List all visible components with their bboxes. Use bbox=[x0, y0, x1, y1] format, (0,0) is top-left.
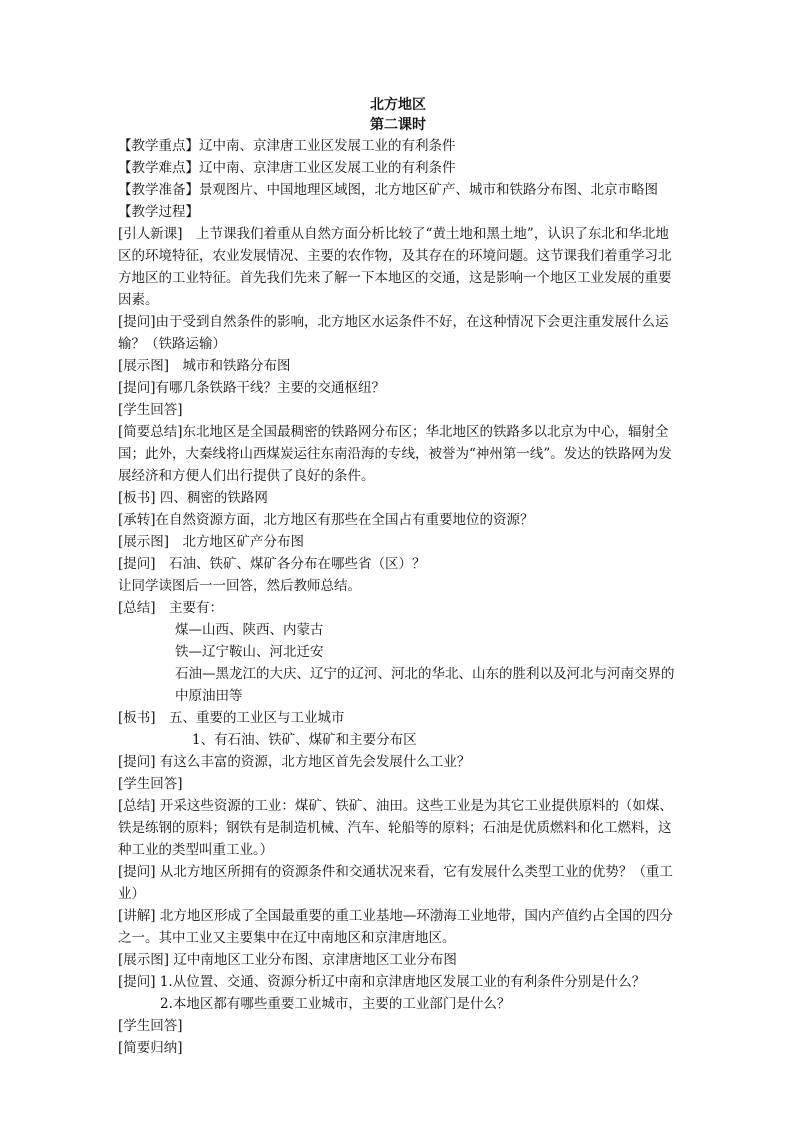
preparation-line: 【教学准备】景观图片、中国地理区域图，北方地区矿产、城市和铁路分布图、北京市略图 bbox=[118, 182, 658, 198]
explanation-bohai: [讲解] 北方地区形成了全国最重要的重工业基地—环渤海工业地带，国内产值约占全国的四分之一。其中工业又主要集中在辽中南地区和京津唐地区。 bbox=[118, 908, 673, 946]
document-page bbox=[118, 95, 678, 1059]
key-point-line: 【教学重点】辽中南、京津唐工业区发展工业的有利条件 bbox=[118, 138, 456, 154]
summary-heavy-industry: [总结] 开采这些资源的工业：煤矿、铁矿、油田。这些工业是为其它工业提供原料的（如煤、铁是练钢的原料；钢铁有是制造机械、汽车、轮船等的原料；石油是优质燃料和化工燃料，这种工业的类型叫重工业。） bbox=[118, 798, 673, 858]
lesson-subtitle: 第二课时 bbox=[370, 117, 426, 133]
introduction-paragraph: [引人新课] 上节课我们着重从自然方面分析比较了“黄土地和黑土地”，认识了东北和华北地区的环境特征，农业发展情况、主要的农作物，及其存在的环境问题。这节课我们着重学习北方地区的工业特征。首先我们先来了解一下本地区的交通，这是影响一个地区工业发展的重要因素。 bbox=[118, 226, 672, 308]
mineral-oil: 石油—黑龙江的大庆、辽宁的辽河、河北的华北、山东的胜利以及河北与河南交界的中原油田等 bbox=[175, 666, 675, 704]
question-conditions: [提问] 1.从位置、交通、资源分析辽中南和京津唐地区发展工业的有利条件分别是什么？ bbox=[118, 974, 646, 990]
brief-summary: [简要归纳] bbox=[118, 1040, 183, 1056]
question-minerals: [提问] 石油、铁矿、煤矿各分布在哪些省（区）？ bbox=[118, 556, 426, 572]
board-industry-sub: 1、有石油、铁矿、煤矿和主要分布区 bbox=[192, 732, 417, 748]
question-cities: 2.本地区都有哪些重要工业城市，主要的工业部门是什么？ bbox=[160, 996, 511, 1012]
student-answer-3: [学生回答] bbox=[118, 1018, 183, 1034]
show-map-minerals: [展示图] 北方地区矿产分布图 bbox=[118, 534, 305, 550]
process-heading: 【教学过程】 bbox=[118, 204, 199, 220]
question-industry: [提问] 有这么丰富的资源，北方地区首先会发展什么工业？ bbox=[118, 754, 471, 770]
mineral-iron: 铁—辽宁鞍山、河北迁安 bbox=[175, 644, 324, 660]
question-transport: [提问]由于受到自然条件的影响，北方地区水运条件不好，在这种情况下会更注重发展什么运输？（铁路运输） bbox=[118, 314, 669, 352]
board-railway: [板书] 四、稠密的铁路网 bbox=[118, 490, 268, 506]
difficulty-line: 【教学难点】辽中南、京津唐工业区发展工业的有利条件 bbox=[118, 160, 456, 176]
show-map-industry: [展示图] 辽中南地区工业分布图、京津唐地区工业分布图 bbox=[118, 952, 457, 968]
student-answer-2: [学生回答] bbox=[118, 776, 183, 792]
document-title: 北方地区 bbox=[370, 97, 426, 113]
question-railways: [提问]有哪几条铁路干线？主要的交通枢纽？ bbox=[118, 380, 386, 396]
show-map-railway: [展示图] 城市和铁路分布图 bbox=[118, 358, 291, 374]
summary-minerals-heading: [总结] 主要有： bbox=[118, 600, 224, 616]
board-industry: [板书] 五、重要的工业区与工业城市 bbox=[118, 710, 345, 726]
transition-resources: [承转]在自然资源方面，北方地区有那些在全国占有重要地位的资源？ bbox=[118, 512, 534, 528]
instruction-read-map: 让同学读图后一一回答，然后教师总结。 bbox=[118, 578, 361, 594]
question-advantage: [提问] 从北方地区所拥有的资源条件和交通状况来看，它有发展什么类型工业的优势？（重工业） bbox=[118, 864, 673, 902]
student-answer: [学生回答] bbox=[118, 402, 183, 418]
summary-railway: [简要总结]东北地区是全国最稠密的铁路网分布区；华北地区的铁路多以北京为中心，辐射全国；此外，大秦线将山西煤炭运往东南沿海的专线，被誉为“神州第一线”。发达的铁路网为发展经济和方便人们出行提供了良好的条件。 bbox=[118, 424, 672, 484]
mineral-coal: 煤—山西、陕西、内蒙古 bbox=[175, 622, 324, 638]
